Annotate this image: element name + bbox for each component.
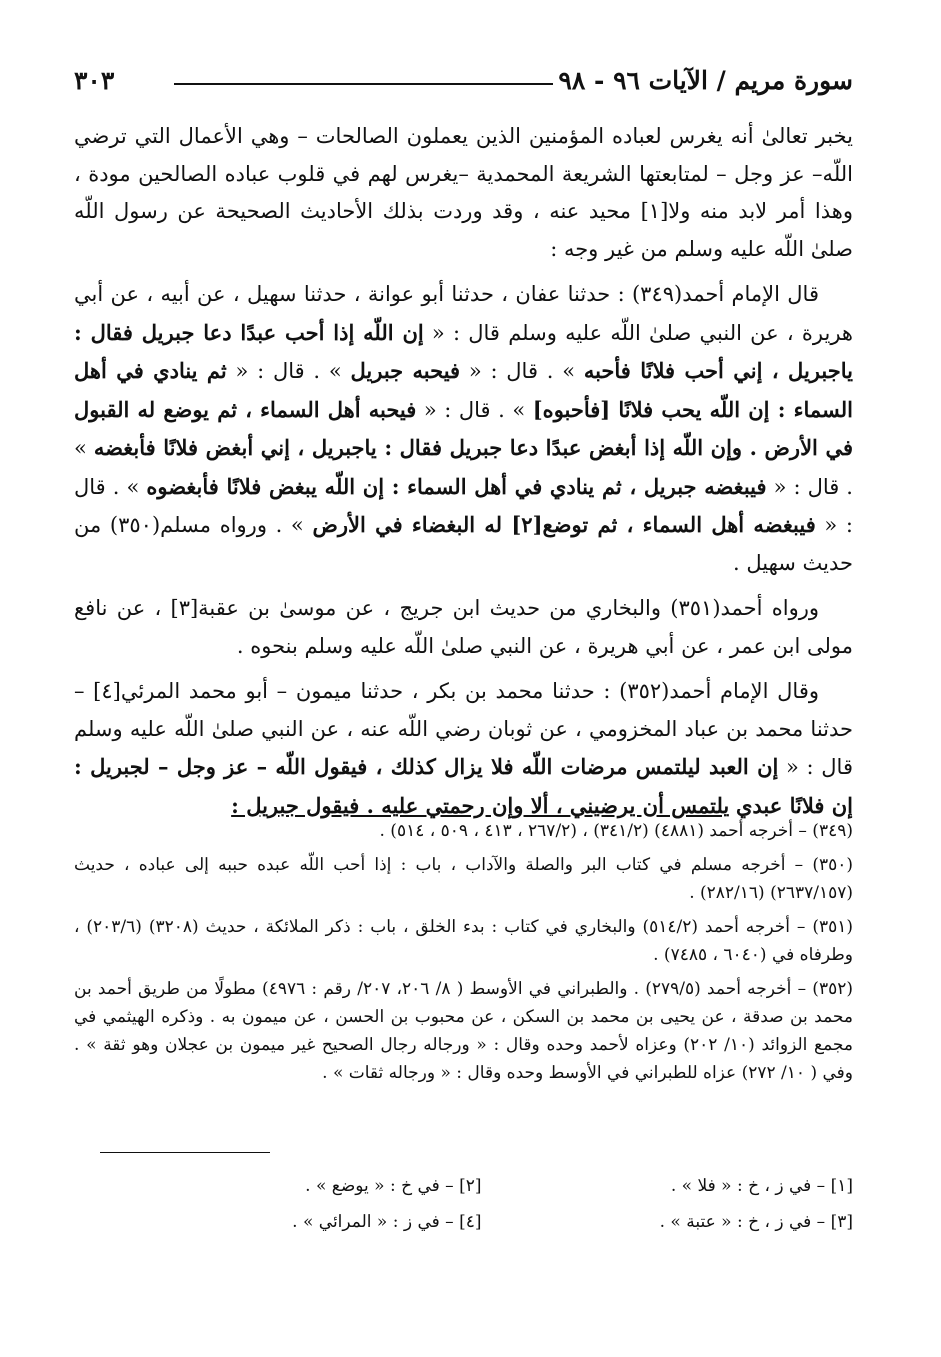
- text-segment: » . قال : «: [74, 436, 853, 499]
- paragraph-4: [74, 673, 853, 825]
- notes-rule: [100, 1152, 270, 1153]
- hadith-text: إن اللّه إذا أحب عبدًا دعا جبريل فقال : ياجبريل ، إني أحب فلانًا فأحبه: [74, 319, 853, 383]
- footnote: (٣٥١) – أخرجه أحمد (٥١٤/٢) والبخاري في كتاب : بدء الخلق ، باب : ذكر الملائكة ، حديث (٣٢٠٨) (٢٠٣/٦) ، وطرفاه في (٦٠٤٠ ، ٧٤٨٥) .: [74, 917, 854, 965]
- page-header: [74, 62, 853, 102]
- footnote: (٣٤٩) – أخرجه أحمد (٤٨٨١) (٣٤١/٢) ، (٢٦٧/٢ ، ٤١٣ ، ٥٠٩ ، ٥١٤) .: [379, 821, 853, 841]
- paragraph-2: [74, 276, 853, 582]
- textual-note: [٢] – في خ : « يوضع » .: [305, 1176, 482, 1196]
- footnote: (٣٥٠) – أخرجه مسلم في كتاب البر والصلة والآداب ، باب : إذا أحب اللّه عبده حببه إلى عباده ، حديث (٢٦٣٧/١٥٧) (٢٨٢/١٦) .: [74, 855, 853, 903]
- hadith-text: ثم ينادي في أهل السماء : إن اللّه يحب فلانًا [فأحبوه]: [74, 358, 854, 422]
- text-segment: قال الإمام أحمد(٣٤٩) : حدثنا عفان ، حدثنا أبو عوانة ، حدثنا سهيل ، عن أبيه ، عن أبي هريرة ، عن النبي صلىٰ اللّه عليه وسلم قال : «: [74, 282, 853, 345]
- text-segment: » . قال : «: [235, 359, 342, 383]
- header-rule: [174, 83, 553, 85]
- paragraph-1: يخبر تعالىٰ أنه يغرس لعباده المؤمنين الذين يعملون الصالحات – وهي الأعمال التي ترضي اللّه– عز وجل – لمتابعتها الشريعة المحمدية –يغرس لهم في قلوب عباده الصالحين مودة ، وهذا أمر لابد منه ولا[١] محيد عنه ، وقد وردت بذلك الأحاديث الصحيحة عن رسول اللّه صلىٰ اللّه عليه وسلم من غير وجه :: [74, 124, 853, 261]
- textual-notes: [110, 1168, 853, 1240]
- text-segment: » . ورواه مسلم(٣٥٠) من حديث سهيل .: [74, 513, 853, 575]
- page-number: ٣٠٣: [74, 66, 115, 95]
- footnotes: [74, 817, 853, 1093]
- hadith-text: فيحبه أهل السماء ، ثم يوضع له القبول في الأرض . وإن اللّه إذا أبغض عبدًا دعا جبريل فقال : ياجبريل ، إني أبغض فلانًا فأبغضه: [74, 396, 853, 460]
- text-segment: وقال الإمام أحمد(٣٥٢) : حدثنا محمد بن بكر ، حدثنا ميمون – أبو محمد المرئي[٤] – حدثنا محمد بن عباد المخزومي ، عن ثوبان رضي اللّه عنه ، عن النبي صلىٰ اللّه عليه وسلم قال : «: [74, 679, 853, 779]
- hadith-text: فيحبه جبريل: [350, 358, 461, 383]
- text-segment: » . قال : «: [423, 397, 526, 422]
- text-segment: » . قال : «: [74, 474, 853, 537]
- main-text: [74, 118, 853, 833]
- notes-row: [110, 1204, 853, 1240]
- text-segment: » . قال : «: [468, 359, 576, 383]
- textual-note: [٤] – في ز : « المرائي » .: [292, 1212, 482, 1232]
- textual-note: [١] – في ز ، خ : « فلا » .: [670, 1176, 853, 1196]
- notes-row: [110, 1168, 853, 1204]
- hadith-text: فيبغضه جبريل ، ثم ينادي في أهل السماء : إن اللّه يبغض فلانًا فأبغضوه: [146, 473, 767, 499]
- running-title: سورة مريم / الآيات ٩٦ - ٩٨: [558, 66, 853, 95]
- paragraph-3: ورواه أحمد(٣٥١) والبخاري من حديث ابن جريج ، عن موسىٰ بن عقبة[٣] ، عن نافع مولى ابن عمر ، عن أبي هريرة ، عن النبي صلىٰ اللّه عليه وسلم بنحوه .: [74, 596, 853, 658]
- hadith-text: فيبغضه أهل السماء ، ثم توضع[٢] له البغضاء في الأرض: [312, 512, 816, 537]
- footnote: (٣٥٢) – أخرجه أحمد (٢٧٩/٥) . والطبراني في الأوسط ( ٨/ ٢٠٦، ٢٠٧/ رقم : ٤٩٧٦) مطولًا من طريق أحمد بن محمد بن صدقة ، عن يحيى بن محمد بن السكن ، عن محبوب بن الحسن ، عن ميمون به . وذكره الهيثمي في مجمع الزوائد (١٠/ ٢٠٢) وعزاه لأحمد وحده وقال : « ورجاله رجال الصحيح غير ميمون بن عجلان وهو ثقة » . وفي ( ١٠/ ٢٧٢) عزاه للطبراني في الأوسط وحده وقال : « ورجاله ثقات » .: [74, 979, 854, 1083]
- textual-note: [٣] – في ز ، خ : « عتبة » .: [659, 1212, 853, 1232]
- hadith-text-underlined: يلتمس أن يرضيني ، ألا وإن رحمتي عليه . فيقول جبريل :: [231, 792, 730, 818]
- hadith-text: إن العبد ليلتمس مرضات اللّه فلا يزال كذلك ، فيقول اللّه – عز وجل – لجبريل : إن فلانًا عبدي: [74, 754, 853, 818]
